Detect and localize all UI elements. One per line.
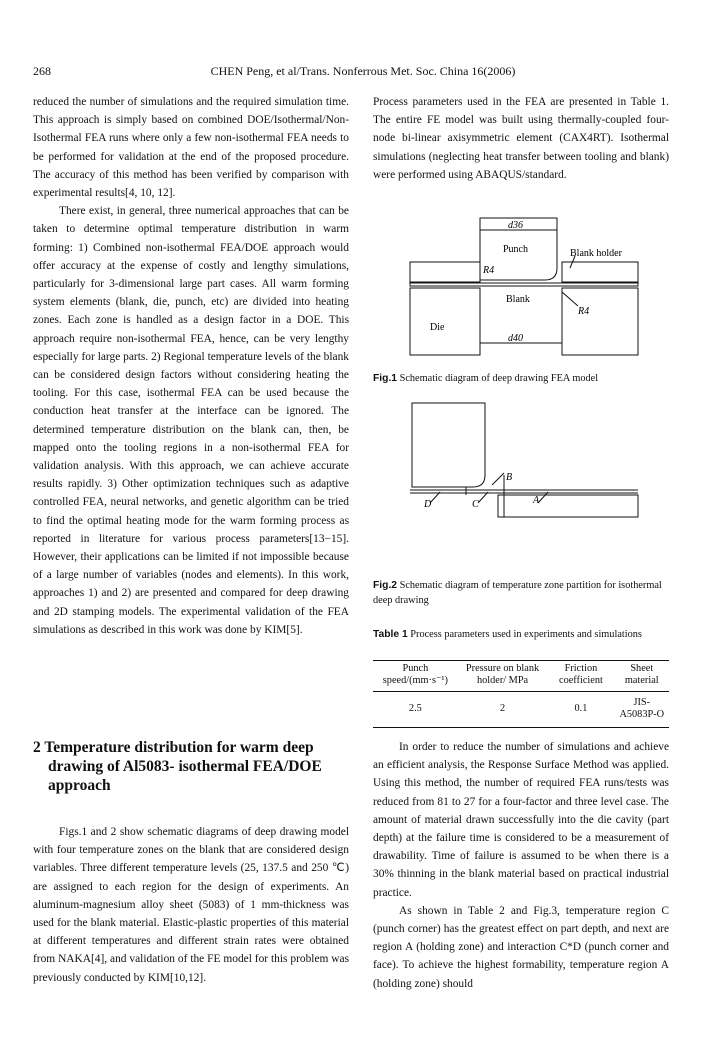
- paragraph: Process parameters used in the FEA are presented in Table 1. The entire FE model was built using thermally-coupled four-node bi-linear axisymmetric element (CAX4RT). Isothermal simulations (neglecting heat transfer between tooling and blank) were performed using ABAQUS/standard.: [373, 96, 669, 181]
- paragraph: Figs.1 and 2 show schematic diagrams of deep drawing model with four temperature zones on the blank that are considered design variables. Three different temperature levels (25, 137.5 and 250 ℃) are assigned to each region for the design of experiments. An aluminum-magnesium alloy sheet (5083) of 1 mm-thickness was used for the blank material. Elastic-plastic properties of this material at different temperatures and different strain rates were obtained from NAKA[4], and validation of the FE model for this problem was previously conducted by KIM[10,12].: [33, 826, 349, 984]
- left-column-bottom: [33, 823, 349, 987]
- fig1-label-r4-bottom: R4: [578, 306, 590, 317]
- table1-caption: [373, 627, 669, 642]
- section-heading: [33, 738, 349, 795]
- fig2-label-a: A: [533, 495, 540, 506]
- table-cell: JIS-A5083P-O: [615, 692, 669, 728]
- process-parameters-table: [373, 660, 669, 728]
- table-header-row: [373, 661, 669, 692]
- fig2-diagram: [400, 395, 650, 520]
- fig1-label-blank: Blank: [506, 294, 530, 305]
- table-header-cell: Sheet material: [615, 661, 669, 692]
- paragraph: In order to reduce the number of simulations and achieve an efficient analysis, the Response Surface Method was applied. Using this method, the number of required FEA runs/tests was reduced from 81 to 27 for a four-factor and three level case. The amount of material drawn successfully into the die cavity (part depth) at the failure time is considered to be a measurement of drawability. Time of failure is assumed to be when there is a 30% thinning in the blank material based on practical industrial practice.: [373, 741, 669, 899]
- table-cell: 2.5: [373, 692, 458, 728]
- table-header-cell: Pressure on blank holder/ MPa: [458, 661, 548, 692]
- left-column: [33, 93, 349, 639]
- table-cell: 0.1: [547, 692, 614, 728]
- page-number: 268: [33, 64, 51, 78]
- table-header-cell: Friction coefficient: [547, 661, 614, 692]
- fig1-caption: [373, 371, 669, 386]
- fig1-label-blank-holder: Blank holder: [570, 248, 622, 259]
- section-heading-line: 2 Temperature distribution for warm deep: [33, 739, 314, 756]
- table1-caption-text: Process parameters used in experiments and simulations: [407, 629, 642, 640]
- right-column-bottom: [373, 738, 669, 993]
- fig1-label-die: Die: [430, 322, 445, 333]
- table-cell: 2: [458, 692, 548, 728]
- section-heading-line: drawing of Al5083- isothermal FEA/DOE: [48, 758, 322, 775]
- table-header-cell: Punch speed/(mm·s⁻¹): [373, 661, 458, 692]
- fig1-diagram: [400, 210, 650, 360]
- fig1-caption-text: Schematic diagram of deep drawing FEA model: [397, 373, 599, 384]
- running-title: CHEN Peng, et al/Trans. Nonferrous Met. Soc. China 16(2006): [210, 64, 516, 78]
- table1-caption-label: Table 1: [373, 629, 408, 640]
- fig1-label-punch: Punch: [503, 244, 528, 255]
- right-column-top: [373, 93, 669, 184]
- fig2-caption: [373, 578, 669, 608]
- table-row: [373, 692, 669, 728]
- fig1-caption-label: Fig.1: [373, 373, 398, 384]
- fig2-label-c: C: [472, 499, 479, 510]
- paragraph: reduced the number of simulations and the required simulation time. This approach is simply based on combined DOE/Isothermal/Non-Isothermal FEA runs where only a few non-isothermal FEA needs to be performed for validation at the end of the proposed procedure. The accuracy of this method has been verified by comparison with experimental results[4, 10, 12].: [33, 96, 349, 200]
- fig1-label-d36: d36: [508, 220, 523, 231]
- fig1-label-d40: d40: [508, 333, 523, 344]
- section-heading-line: approach: [48, 777, 111, 794]
- fig1-label-r4-top: R4: [483, 265, 495, 276]
- fig2-caption-text: Schematic diagram of temperature zone partition for isothermal deep drawing: [373, 580, 662, 606]
- paragraph: As shown in Table 2 and Fig.3, temperature region C (punch corner) has the greatest effect on part depth, and next are region A (holding zone) and interaction C*D (punch corner and face). To achieve the highest formability, temperature region A (holding zone) should: [373, 904, 669, 990]
- fig2-caption-label: Fig.2: [373, 580, 398, 591]
- paragraph: There exist, in general, three numerical approaches that can be taken to determine optimal temperature distribution in warm forming: 1) Combined non-isothermal FEA/DOE approach would offer accuracy at the expense of costly and lengthy simulations, particularly for 3-dimensional large part cases. All warm forming system elements (blank, die, punch, etc) are divided into heating zones. Each zone is handled as a design factor in a DOE. This approach require non-isothermal FEA, hence, can be very lengthy especially for large parts. 2) Regional temperature levels of the blank can be considered design factors without considering heating the tooling. For this case, isothermal FEA can be used because the conduction heat transfer at the interface can be ignored. The determined temperature distribution on the blank can, then, be mapped onto the tooling regions in a non-isothermal FEA for validation analysis. With this approach, we can achieve accurate results rapidly. 3) Other optimization techniques such as adaptive controlled FEA, neural networks, and genetic algorithm can be tried to find the optimal heating mode for the warm forming process as reported in literature for various process parameters[13−15]. However, their applications can be limited if not impossible because of a large number of variables (nodes and elements). In this work, approaches 1) and 2) are presented and compared for deep drawing and 2D stamping models. The experimental validation of the FEA simulations as described in this work was done by KIM[5].: [33, 205, 349, 636]
- fig2-label-b: B: [506, 472, 513, 483]
- fig2-label-d: D: [424, 499, 432, 510]
